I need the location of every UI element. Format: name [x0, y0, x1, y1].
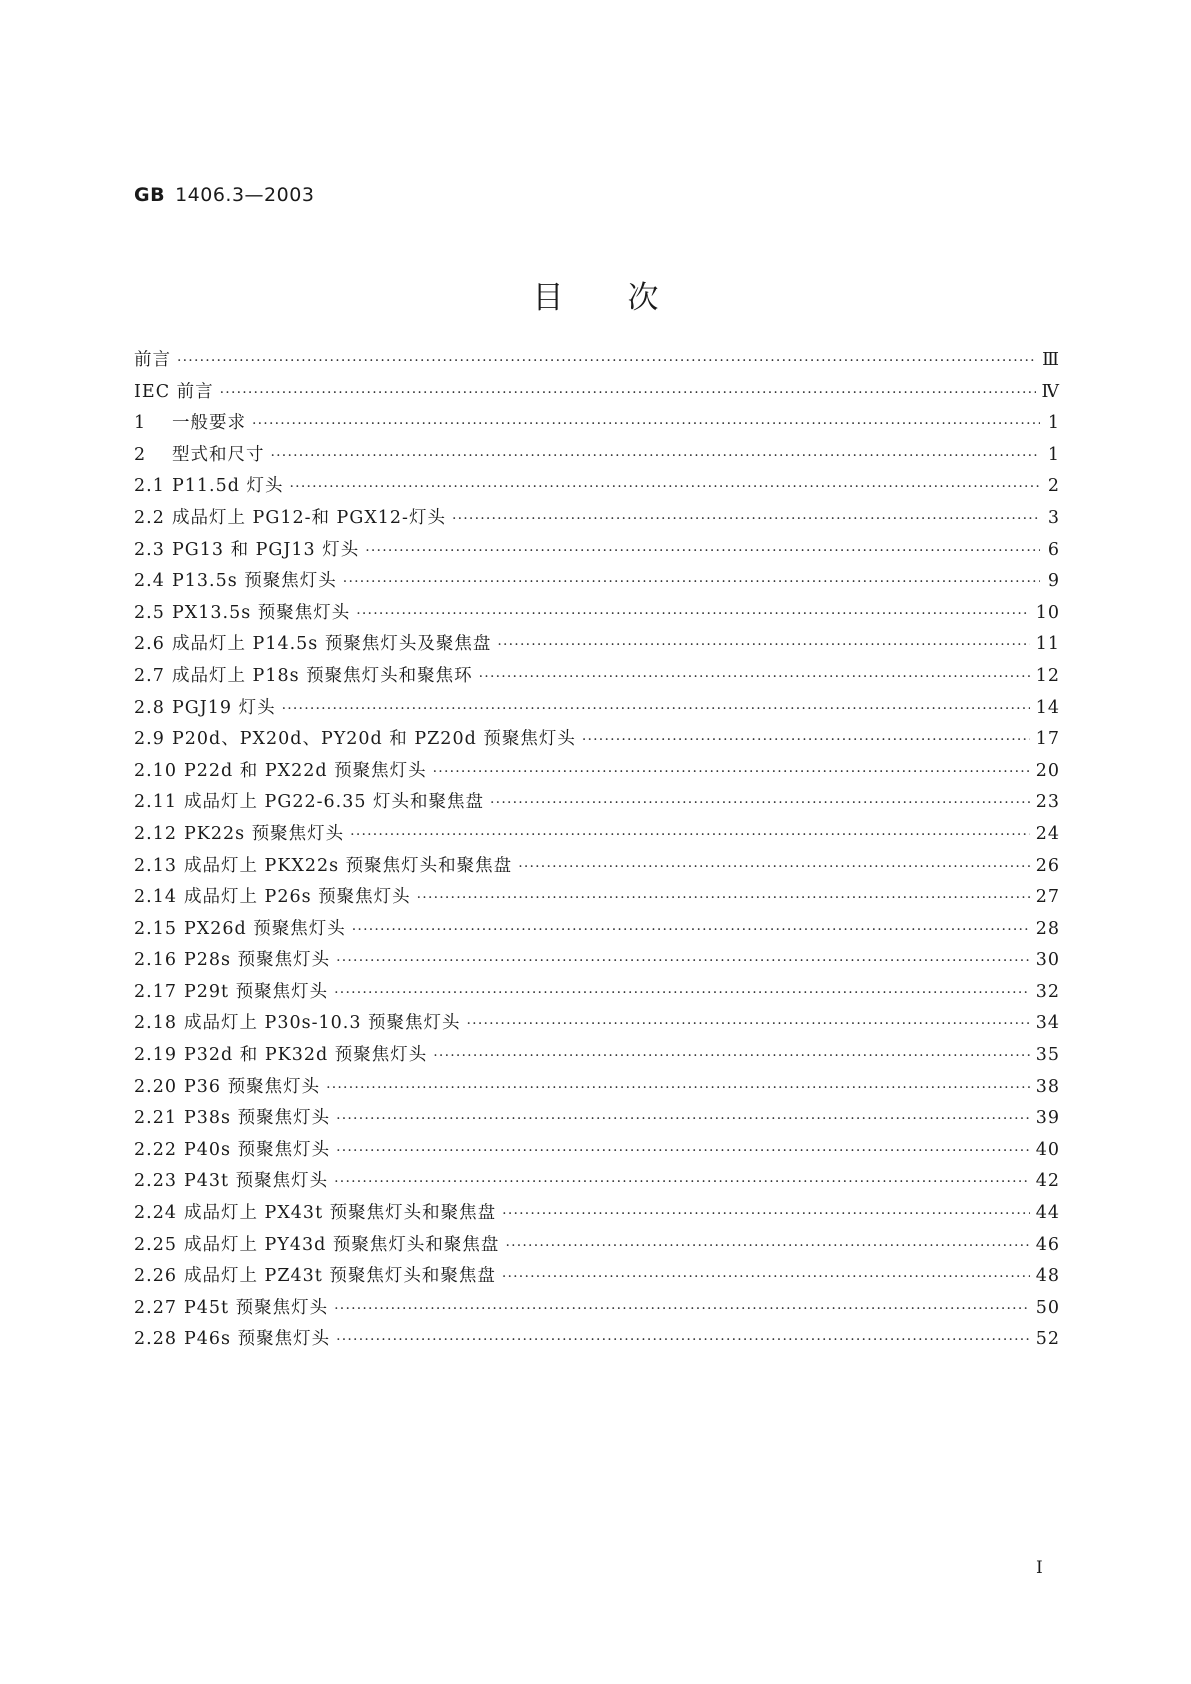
dot-leader — [452, 511, 1040, 527]
toc-entry-title: 成品灯上 PG12-和 PGX12-灯头 — [172, 507, 446, 528]
dot-leader — [336, 1111, 1030, 1127]
dot-leader — [505, 1238, 1029, 1254]
toc-entry-page: 32 — [1035, 981, 1060, 1002]
toc-entry[interactable] — [134, 1104, 1060, 1136]
toc-entry-page: 48 — [1035, 1266, 1060, 1287]
toc-entry-number: 2.21 — [134, 1108, 177, 1129]
toc-entry[interactable] — [134, 946, 1060, 978]
dot-leader — [467, 1016, 1030, 1032]
toc-entry-page: 28 — [1035, 918, 1060, 939]
dot-leader — [343, 574, 1040, 590]
toc-entry-number: 2.13 — [134, 855, 177, 876]
toc-entry-title: 成品灯上 PY43d 预聚焦灯头和聚焦盘 — [184, 1234, 500, 1255]
toc-entry-title: P29t 预聚焦灯头 — [184, 981, 329, 1002]
standard-prefix: GB — [134, 184, 166, 206]
toc-entry-number: 2.5 — [134, 602, 165, 623]
dot-leader — [497, 637, 1029, 653]
toc-entry-number: 2.2 — [134, 507, 165, 528]
toc-entry-page: 1 — [1047, 444, 1060, 465]
toc-entry-number: 2.22 — [134, 1139, 177, 1160]
toc-entry[interactable] — [134, 1325, 1060, 1357]
toc-entry-page: 30 — [1035, 950, 1060, 971]
toc-entry-number: 2.11 — [134, 792, 177, 813]
toc-entry-page: 23 — [1035, 792, 1060, 813]
toc-entry-number: 2.10 — [134, 760, 177, 781]
toc-entry-number: 2.28 — [134, 1329, 177, 1350]
page-folio: I — [1036, 1558, 1043, 1578]
toc-entry-number: 2.20 — [134, 1076, 177, 1097]
toc-entry-page: 9 — [1047, 571, 1060, 592]
toc-entry-number: 2.1 — [134, 476, 165, 497]
toc-entry-number: 2.19 — [134, 1045, 177, 1066]
toc-entry[interactable] — [134, 915, 1060, 947]
toc-entry-title: P43t 预聚焦灯头 — [184, 1171, 329, 1192]
toc-entry-page: 10 — [1035, 602, 1060, 623]
toc-entry-page: 26 — [1035, 855, 1060, 876]
toc-entry-title: 型式和尺寸 — [172, 444, 265, 465]
dot-leader — [518, 859, 1030, 875]
toc-entry-page: 1 — [1047, 413, 1060, 434]
dot-leader — [290, 479, 1040, 495]
toc-entry-number: 2.9 — [134, 729, 165, 750]
toc-entry[interactable] — [134, 1041, 1060, 1073]
toc-entry[interactable] — [134, 441, 1060, 473]
page-title: 目次 — [532, 280, 723, 316]
toc-entry[interactable] — [134, 472, 1060, 504]
dot-leader — [490, 795, 1030, 811]
toc-entry-title: P38s 预聚焦灯头 — [184, 1108, 331, 1129]
toc-entry-title: 前言 — [134, 350, 171, 370]
dot-leader — [365, 543, 1040, 559]
toc-entry-page: 39 — [1035, 1108, 1060, 1129]
toc-entry-page: 34 — [1035, 1013, 1060, 1034]
toc-entry-title: PX13.5s 预聚焦灯头 — [172, 602, 351, 623]
toc-entry-page: 42 — [1035, 1171, 1060, 1192]
dot-leader — [350, 827, 1030, 843]
toc-entry-number: 2.27 — [134, 1297, 177, 1318]
toc-entry-title: 一般要求 — [172, 413, 246, 434]
dot-leader — [433, 764, 1030, 780]
toc-entry-page: 50 — [1035, 1297, 1060, 1318]
toc-entry-title: 成品灯上 PX43t 预聚焦灯头和聚焦盘 — [184, 1203, 497, 1224]
toc-entry-title: 成品灯上 P26s 预聚焦灯头 — [184, 887, 411, 908]
toc-entry-number: 2.14 — [134, 887, 177, 908]
toc-entry-number: 2.7 — [134, 665, 165, 686]
toc-entry-page: 3 — [1047, 507, 1060, 528]
toc-entry-title: 成品灯上 PKX22s 预聚焦灯头和聚焦盘 — [184, 855, 513, 876]
toc-entry-title: PK22s 预聚焦灯头 — [184, 823, 345, 844]
toc-entry[interactable] — [134, 820, 1060, 852]
toc-entry-title: 成品灯上 P30s-10.3 预聚焦灯头 — [184, 1013, 461, 1034]
toc-entry-number: 2.23 — [134, 1171, 177, 1192]
toc-entry-page: 14 — [1035, 697, 1060, 718]
toc-entry[interactable] — [134, 725, 1060, 757]
toc-entry[interactable] — [134, 630, 1060, 662]
toc-entry[interactable] — [134, 1294, 1060, 1326]
dot-leader — [282, 701, 1030, 717]
toc-entry[interactable] — [134, 1009, 1060, 1041]
toc-entry-number: 2.6 — [134, 634, 165, 655]
toc-entry-page: Ⅲ — [1042, 350, 1060, 370]
dot-leader — [326, 1080, 1030, 1096]
dot-leader — [271, 448, 1041, 464]
dot-leader — [502, 1206, 1030, 1222]
toc-entry-title: PGJ19 灯头 — [172, 697, 276, 718]
toc-entry[interactable] — [134, 1199, 1060, 1231]
toc-entry-page: 46 — [1035, 1234, 1060, 1255]
dot-leader — [220, 385, 1036, 401]
toc-entry-number: 2.15 — [134, 918, 177, 939]
dot-leader — [334, 985, 1030, 1001]
dot-leader — [352, 922, 1030, 938]
toc-entry-page: 24 — [1035, 823, 1060, 844]
toc-entry-number: 2 — [134, 444, 147, 465]
toc-entry-title: P22d 和 PX22d 预聚焦灯头 — [184, 760, 427, 781]
toc-entry[interactable] — [134, 1231, 1060, 1263]
table-of-contents — [134, 346, 1060, 1357]
toc-entry-page: 35 — [1035, 1045, 1060, 1066]
toc-entry-page: 2 — [1047, 476, 1060, 497]
toc-entry-title: P45t 预聚焦灯头 — [184, 1297, 329, 1318]
toc-entry[interactable] — [134, 978, 1060, 1010]
toc-entry-number: 2.25 — [134, 1234, 177, 1255]
toc-entry[interactable] — [134, 1167, 1060, 1199]
toc-entry-number: 2.24 — [134, 1203, 177, 1224]
toc-entry-page: 6 — [1047, 539, 1060, 560]
toc-entry-number: 2.12 — [134, 823, 177, 844]
standard-code — [134, 184, 314, 206]
toc-entry[interactable] — [134, 567, 1060, 599]
toc-entry[interactable] — [134, 883, 1060, 915]
toc-entry-page: 38 — [1035, 1076, 1060, 1097]
toc-entry-title: 成品灯上 PZ43t 预聚焦灯头和聚焦盘 — [184, 1266, 496, 1287]
toc-entry-title: P20d、PX20d、PY20d 和 PZ20d 预聚焦灯头 — [172, 729, 576, 750]
toc-entry-title: IEC 前言 — [134, 381, 214, 402]
toc-entry[interactable] — [134, 409, 1060, 441]
toc-entry-number: 2.18 — [134, 1013, 177, 1034]
toc-entry-title: P11.5d 灯头 — [172, 476, 284, 497]
dot-leader — [334, 1301, 1030, 1317]
toc-entry-number: 2.3 — [134, 539, 165, 560]
toc-entry[interactable] — [134, 788, 1060, 820]
toc-entry-page: Ⅳ — [1041, 381, 1060, 402]
dot-leader — [479, 669, 1030, 685]
toc-entry-title: P32d 和 PK32d 预聚焦灯头 — [184, 1045, 428, 1066]
dot-leader — [433, 1048, 1029, 1064]
toc-entry[interactable] — [134, 662, 1060, 694]
dot-leader — [356, 606, 1029, 622]
toc-entry[interactable] — [134, 852, 1060, 884]
toc-entry-page: 52 — [1035, 1329, 1060, 1350]
toc-entry-page: 40 — [1035, 1139, 1060, 1160]
toc-entry-number: 1 — [134, 413, 147, 434]
dot-leader — [417, 890, 1030, 906]
toc-entry[interactable] — [134, 1262, 1060, 1294]
toc-entry[interactable] — [134, 599, 1060, 631]
toc-entry-title: PG13 和 PGJ13 灯头 — [172, 539, 360, 560]
toc-entry[interactable] — [134, 694, 1060, 726]
toc-entry[interactable] — [134, 378, 1060, 410]
dot-leader — [336, 1143, 1030, 1159]
toc-entry-page: 20 — [1035, 760, 1060, 781]
dot-leader — [334, 1174, 1030, 1190]
toc-entry-title: P36 预聚焦灯头 — [184, 1076, 321, 1097]
toc-entry-number: 2.17 — [134, 981, 177, 1002]
toc-entry-page: 12 — [1035, 665, 1060, 686]
toc-entry-page: 27 — [1035, 887, 1060, 908]
toc-entry[interactable] — [134, 346, 1060, 378]
toc-entry[interactable] — [134, 1136, 1060, 1168]
dot-leader — [582, 732, 1030, 748]
toc-entry-title: P28s 预聚焦灯头 — [184, 950, 331, 971]
toc-entry-title: P40s 预聚焦灯头 — [184, 1139, 331, 1160]
toc-entry-number: 2.26 — [134, 1266, 177, 1287]
toc-entry[interactable] — [134, 504, 1060, 536]
dot-leader — [177, 353, 1036, 369]
toc-entry-number: 2.4 — [134, 571, 165, 592]
toc-entry[interactable] — [134, 536, 1060, 568]
toc-entry-number: 2.8 — [134, 697, 165, 718]
toc-entry-page: 44 — [1035, 1203, 1060, 1224]
toc-entry-title: PX26d 预聚焦灯头 — [184, 918, 346, 939]
toc-entry-page: 11 — [1035, 634, 1060, 655]
standard-number: 1406.3—2003 — [175, 184, 315, 206]
toc-entry[interactable] — [134, 757, 1060, 789]
dot-leader — [336, 953, 1030, 969]
toc-entry-title: 成品灯上 P18s 预聚焦灯头和聚焦环 — [172, 665, 473, 686]
toc-entry-page: 17 — [1035, 729, 1060, 750]
toc-entry-title: P13.5s 预聚焦灯头 — [172, 571, 337, 592]
dot-leader — [502, 1269, 1030, 1285]
dot-leader — [252, 416, 1040, 432]
dot-leader — [336, 1332, 1030, 1348]
toc-entry-title: P46s 预聚焦灯头 — [184, 1329, 331, 1350]
toc-entry-title: 成品灯上 P14.5s 预聚焦灯头及聚焦盘 — [172, 634, 492, 655]
toc-entry-title: 成品灯上 PG22-6.35 灯头和聚焦盘 — [184, 792, 485, 813]
toc-entry-number: 2.16 — [134, 950, 177, 971]
toc-entry[interactable] — [134, 1073, 1060, 1105]
